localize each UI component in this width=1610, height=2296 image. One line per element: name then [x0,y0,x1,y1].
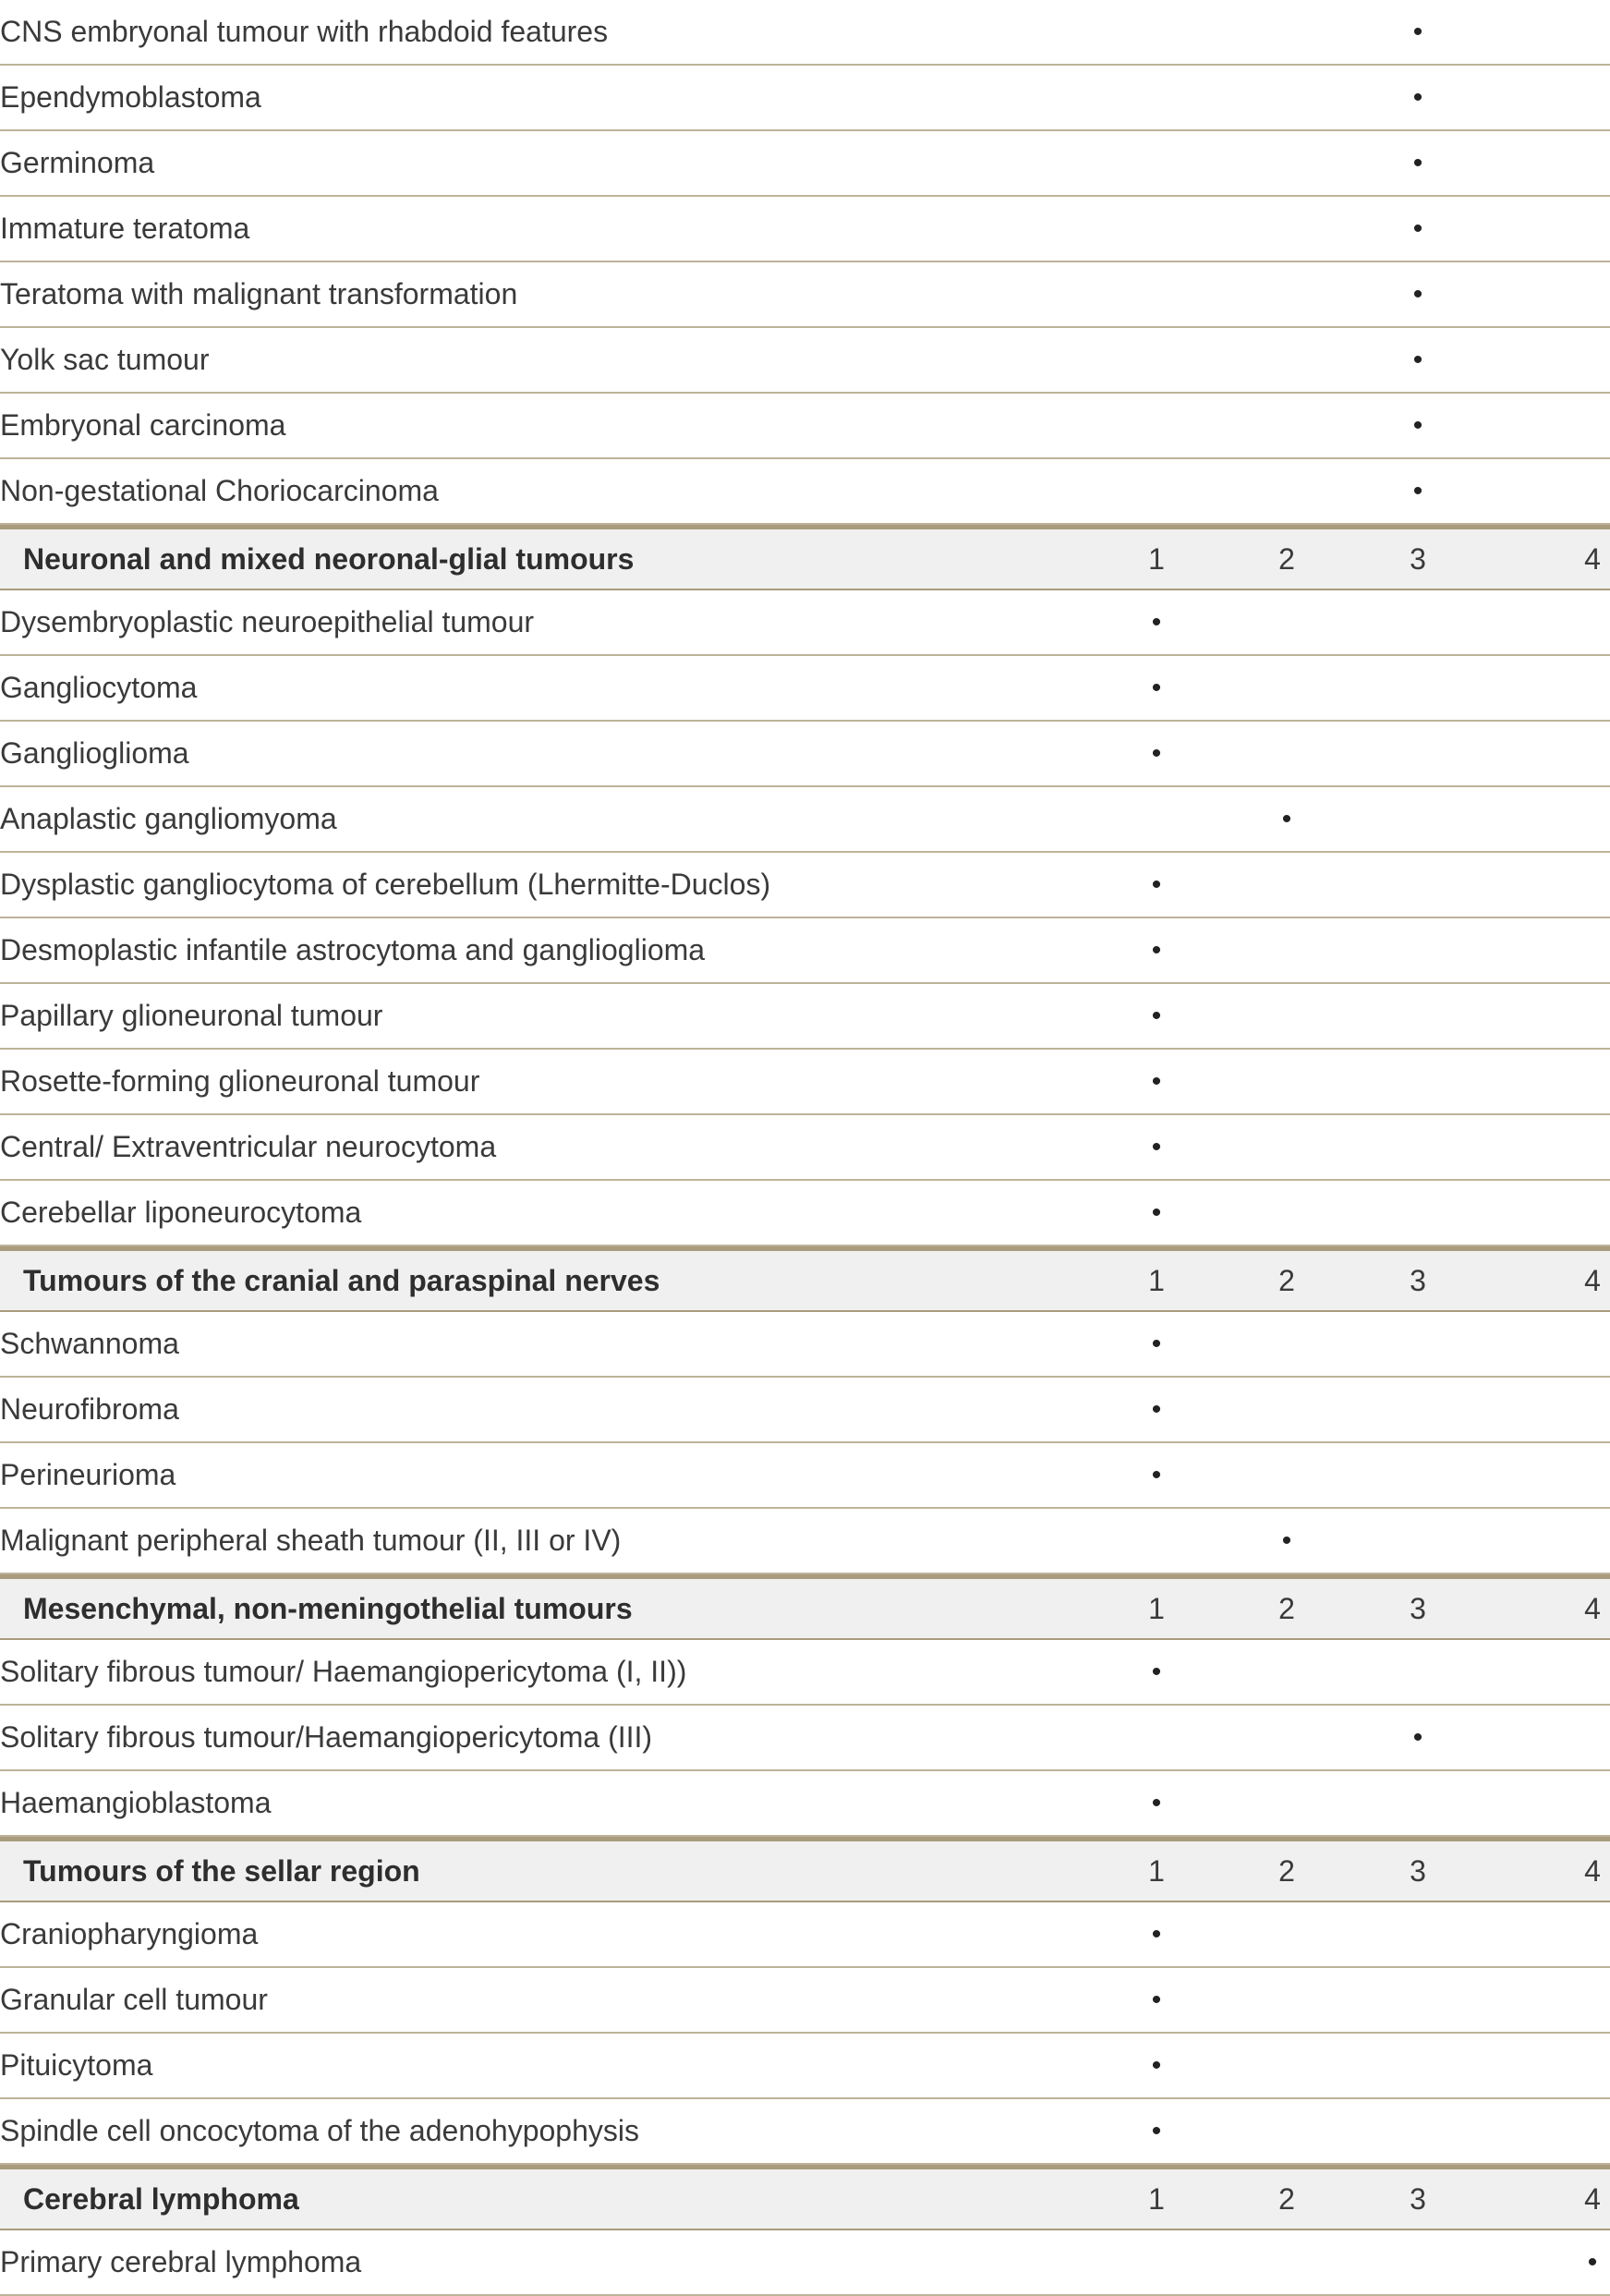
tumour-name: Central/ Extraventricular neurocytoma [0,1130,497,1163]
bullet-icon: • [1151,1197,1162,1228]
table-row [0,787,1610,853]
section-title: Tumours of the cranial and paraspinal nerves [23,1263,660,1297]
bullet-icon: • [1412,147,1423,178]
grade-marker [1129,656,1184,720]
section-header-row [0,2165,1610,2230]
table-row [0,66,1610,131]
grade-column-header: 3 [1410,1263,1426,1297]
table-row [0,984,1610,1050]
grade-column-header: 3 [1410,1591,1426,1625]
table-row [0,656,1610,722]
bullet-icon: • [1151,1656,1162,1687]
table-row [0,590,1610,656]
grade-column-header: 3 [1410,1853,1426,1888]
bullet-icon: • [1151,1984,1162,2015]
grade-column-header: 4 [1584,1263,1601,1297]
table-row [0,459,1610,525]
grade-marker [1129,2099,1184,2163]
tumour-name: Malignant peripheral sheath tumour (II, III or IV) [0,1524,622,1557]
bullet-icon: • [1412,213,1423,244]
tumour-name: Dysembryoplastic neuroepithelial tumour [0,605,535,638]
grade-marker [1129,1771,1184,1835]
tumour-name: Pituicytoma [0,2048,153,2082]
grade-marker [1390,0,1446,64]
table-row [0,853,1610,918]
grade-column-header: 1 [1148,2181,1165,2216]
grade-column-header: 2 [1278,1263,1295,1297]
section-header-row [0,1837,1610,1902]
section-header-row [0,1574,1610,1640]
bullet-icon: • [1151,737,1162,769]
grade-column-header: 3 [1410,541,1426,576]
tumour-name: Germinoma [0,146,155,179]
bullet-icon: • [1412,1721,1423,1753]
grade-column-header: 4 [1584,2181,1601,2216]
table-row [0,1443,1610,1509]
table-row [0,262,1610,328]
tumour-name: Ganglioglioma [0,736,189,770]
bullet-icon: • [1412,81,1423,113]
bullet-icon: • [1151,934,1162,966]
table-row [0,2034,1610,2099]
grade-column-header: 4 [1584,1853,1601,1888]
grade-marker [1390,394,1446,457]
grade-marker [1129,1968,1184,2032]
tumour-name: CNS embryonal tumour with rhabdoid features [0,15,609,48]
grade-marker [1259,1509,1314,1573]
grade-marker [1390,459,1446,523]
table-row [0,1509,1610,1574]
table-row [0,1902,1610,1968]
section-header-row [0,525,1610,590]
grade-marker [1129,1443,1184,1507]
tumour-name: Solitary fibrous tumour/ Haemangiopericytoma (I, II)) [0,1655,687,1688]
tumour-name: Primary cerebral lymphoma [0,2245,362,2278]
grade-column-header: 2 [1278,541,1295,576]
grade-marker [1390,1706,1446,1769]
grade-column-header: 4 [1584,1591,1601,1625]
table-row [0,394,1610,459]
bullet-icon: • [1151,1918,1162,1950]
section-title: Tumours of the sellar region [23,1853,420,1888]
table-row [0,131,1610,197]
table-row [0,197,1610,262]
tumour-name: Granular cell tumour [0,1983,268,2016]
tumour-name: Craniopharyngioma [0,1917,259,1950]
grade-marker [1129,1312,1184,1376]
grade-marker [1129,722,1184,785]
bullet-icon: • [1281,1525,1292,1556]
table-row [0,1771,1610,1837]
grade-column-header: 2 [1278,1853,1295,1888]
grade-marker [1129,918,1184,982]
grade-column-header: 2 [1278,1591,1295,1625]
table-row [0,1050,1610,1115]
grade-marker [1129,2034,1184,2097]
bullet-icon: • [1412,409,1423,441]
grade-column-header: 2 [1278,2181,1295,2216]
grade-marker [1129,1050,1184,1113]
bullet-icon: • [1412,475,1423,506]
grade-marker [1129,1902,1184,1966]
tumour-name: Ependymoblastoma [0,80,261,114]
bullet-icon: • [1281,803,1292,834]
tumour-name: Rosette-forming glioneuronal tumour [0,1064,480,1098]
table-row [0,722,1610,787]
tumour-name: Dysplastic gangliocytoma of cerebellum (Lhermitte-Duclos) [0,868,771,901]
bullet-icon: • [1151,1787,1162,1818]
grade-column-header: 1 [1148,541,1165,576]
grade-marker [1129,1378,1184,1441]
tumour-name: Immature teratoma [0,212,250,245]
grade-marker [1565,2230,1610,2294]
grade-marker [1390,131,1446,195]
bullet-icon: • [1151,2049,1162,2081]
tumour-name: Solitary fibrous tumour/Haemangiopericytoma (III) [0,1720,653,1754]
grade-column-header: 4 [1584,541,1601,576]
bullet-icon: • [1151,1065,1162,1097]
grade-marker [1390,262,1446,326]
grade-marker [1129,984,1184,1048]
grade-marker [1129,590,1184,654]
grade-column-header: 1 [1148,1853,1165,1888]
table-row [0,1115,1610,1181]
section-title: Mesenchymal, non-meningothelial tumours [23,1591,633,1625]
table-row [0,328,1610,394]
bullet-icon: • [1151,1000,1162,1031]
grade-marker [1390,197,1446,261]
bullet-icon: • [1151,672,1162,703]
table-row [0,1181,1610,1246]
section-title: Cerebral lymphoma [23,2181,299,2216]
grade-marker [1129,1115,1184,1179]
table-row [0,0,1610,66]
table-row [0,1640,1610,1706]
grade-marker [1129,1640,1184,1704]
grade-marker [1259,787,1314,851]
grade-marker [1129,853,1184,917]
tumour-name: Gangliocytoma [0,671,198,704]
tumour-name: Non-gestational Choriocarcinoma [0,474,439,507]
table-row [0,2230,1610,2296]
section-header-row [0,1246,1610,1312]
grade-marker [1390,66,1446,129]
bullet-icon: • [1412,344,1423,375]
tumour-name: Papillary glioneuronal tumour [0,999,383,1032]
tumour-name: Neurofibroma [0,1392,179,1426]
bullet-icon: • [1151,1131,1162,1162]
tumour-name: Anaplastic gangliomyoma [0,802,337,835]
bullet-icon: • [1151,1328,1162,1359]
tumour-name: Teratoma with malignant transformation [0,277,518,310]
table-row [0,1968,1610,2034]
tumour-name: Haemangioblastoma [0,1786,272,1819]
bullet-icon: • [1412,278,1423,310]
bullet-icon: • [1151,1393,1162,1425]
bullet-icon: • [1412,16,1423,47]
tumour-name: Spindle cell oncocytoma of the adenohypophysis [0,2114,639,2147]
table-row [0,918,1610,984]
bullet-icon: • [1587,2246,1598,2278]
grade-column-header: 1 [1148,1591,1165,1625]
tumour-name: Yolk sac tumour [0,343,210,376]
bullet-icon: • [1151,1459,1162,1490]
tumour-name: Cerebellar liponeurocytoma [0,1196,362,1229]
table-row [0,1312,1610,1378]
table-row [0,1706,1610,1771]
grade-column-header: 1 [1148,1263,1165,1297]
tumour-name: Desmoplastic infantile astrocytoma and ganglioglioma [0,933,706,966]
bullet-icon: • [1151,869,1162,900]
grade-marker [1129,1181,1184,1245]
bullet-icon: • [1151,2115,1162,2146]
section-title: Neuronal and mixed neoronal-glial tumours [23,541,635,576]
table-row [0,2099,1610,2165]
tumour-name: Embryonal carcinoma [0,408,286,442]
tumour-name: Schwannoma [0,1327,179,1360]
table-row [0,1378,1610,1443]
bullet-icon: • [1151,606,1162,638]
tumour-name: Perineurioma [0,1458,176,1491]
grade-marker [1390,328,1446,392]
grade-column-header: 3 [1410,2181,1426,2216]
